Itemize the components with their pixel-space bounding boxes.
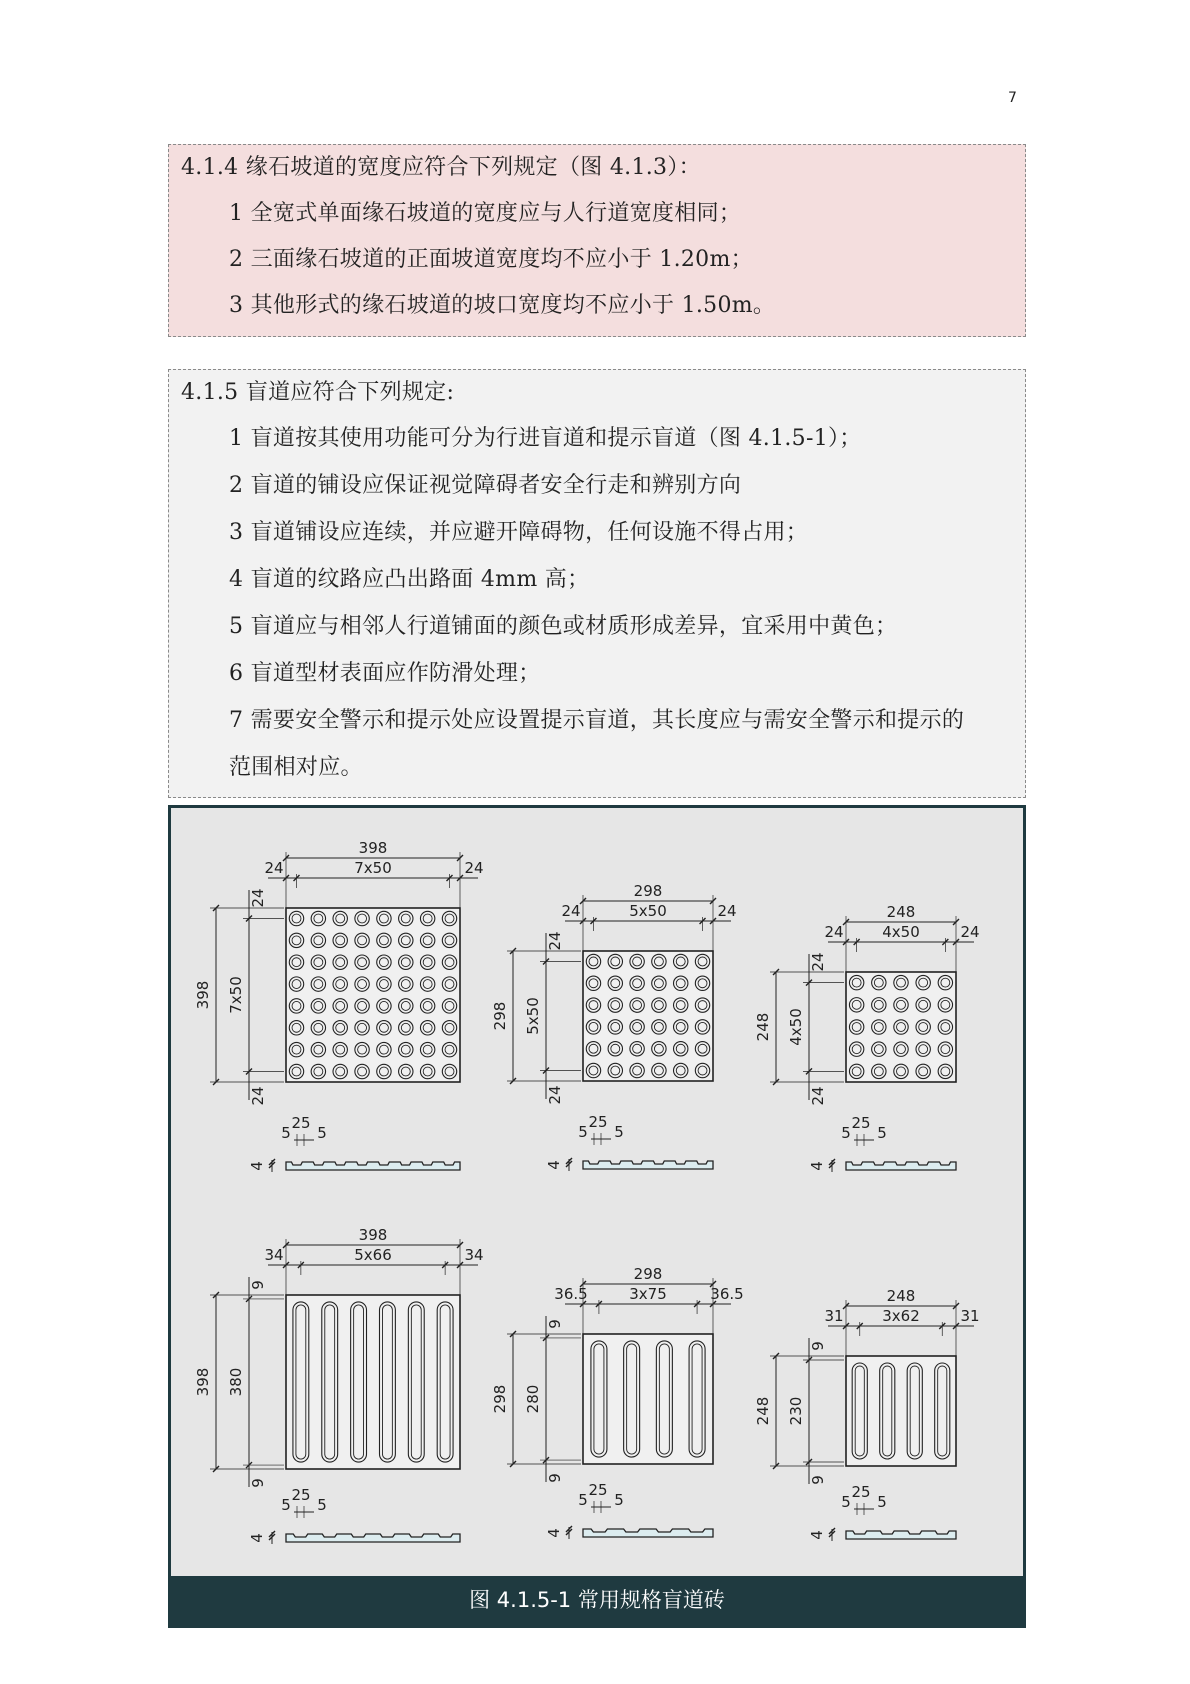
dimension-total-height: 298 (491, 1384, 509, 1414)
dimension-relief-height: 4 (248, 1533, 266, 1543)
clause-4-1-5 (168, 369, 1026, 798)
dimension-margin-top: 24 (249, 888, 267, 908)
clause-item: 4 盲道的纹路应凸出路面 4mm 高； (229, 567, 590, 592)
dimension-rib-width: 25 (291, 1114, 311, 1132)
dimension-gap-right: 5 (614, 1491, 624, 1509)
dimension-margin-left: 24 (824, 923, 844, 941)
dimension-gap-right: 5 (614, 1123, 624, 1141)
clause-heading: 4.1.4 缘石坡道的宽度应符合下列规定（图 4.1.3）： (181, 155, 701, 180)
dimension-inner-width: 5x66 (354, 1246, 392, 1264)
dimension-relief-height: 4 (808, 1530, 826, 1540)
dimension-margin-left: 24 (561, 902, 581, 920)
dimension-inner-width: 7x50 (354, 859, 392, 877)
dimension-gap-left: 5 (841, 1124, 851, 1142)
clause-4-1-4 (168, 144, 1026, 337)
dimension-total-width: 398 (358, 1226, 388, 1244)
dimension-gap-right: 5 (317, 1124, 327, 1142)
dimension-total-height: 398 (194, 980, 212, 1010)
dimension-total-width: 398 (358, 839, 388, 857)
dimension-total-width: 298 (633, 1265, 663, 1283)
clause-item: 2 盲道的铺设应保证视觉障碍者安全行走和辨别方向 (229, 473, 742, 498)
dimension-gap-left: 5 (281, 1124, 291, 1142)
page-number: 7 (1008, 90, 1017, 106)
tile-drawings (171, 808, 1023, 1580)
dimension-margin-right: 31 (960, 1307, 980, 1325)
tile-profile (286, 1534, 460, 1542)
dimension-rib-width: 25 (588, 1113, 608, 1131)
tile-profile (846, 1162, 956, 1170)
dimension-margin-left: 31 (824, 1307, 844, 1325)
dimension-margin-left: 34 (264, 1246, 284, 1264)
dimension-total-width: 298 (633, 882, 663, 900)
dimension-inner-height: 5x50 (524, 997, 542, 1035)
dimension-margin-bottom: 9 (249, 1478, 267, 1488)
tile-outline (286, 908, 460, 1082)
clause-item: 6 盲道型材表面应作防滑处理； (229, 661, 541, 686)
dimension-margin-top: 24 (546, 931, 564, 951)
dimension-gap-left: 5 (578, 1491, 588, 1509)
dimension-inner-height: 230 (787, 1396, 805, 1426)
dimension-margin-bottom: 24 (546, 1085, 564, 1105)
dimension-margin-bottom: 24 (249, 1086, 267, 1106)
tile-outline (846, 972, 956, 1082)
dimension-total-height: 248 (754, 1396, 772, 1426)
dimension-rib-width: 25 (291, 1486, 311, 1504)
tile-profile (583, 1161, 713, 1169)
dimension-margin-top: 9 (809, 1341, 827, 1351)
dimension-margin-bottom: 9 (546, 1473, 564, 1483)
dimension-relief-height: 4 (545, 1528, 563, 1538)
dimension-margin-right: 24 (464, 859, 484, 877)
dimension-gap-left: 5 (841, 1493, 851, 1511)
dimension-margin-left: 36.5 (554, 1285, 588, 1303)
dimension-rib-width: 25 (851, 1483, 871, 1501)
dimension-inner-width: 5x50 (629, 902, 667, 920)
dimension-margin-right: 36.5 (710, 1285, 744, 1303)
dimension-margin-right: 24 (717, 902, 737, 920)
tile-outline (583, 951, 713, 1081)
clause-heading: 4.1.5 盲道应符合下列规定: (181, 380, 455, 405)
dimension-inner-width: 4x50 (882, 923, 920, 941)
tile-outline (286, 1295, 460, 1469)
clause-item-continued: 范围相对应。 (229, 755, 363, 780)
dimension-relief-height: 4 (545, 1160, 563, 1170)
dimension-gap-right: 5 (317, 1496, 327, 1514)
dimension-inner-height: 7x50 (227, 976, 245, 1014)
dimension-total-height: 398 (194, 1367, 212, 1397)
clause-item: 3 其他形式的缘石坡道的坡口宽度均不应小于 1.50m。 (229, 293, 776, 318)
dimension-total-height: 248 (754, 1012, 772, 1042)
tile-profile (286, 1162, 460, 1170)
dimension-margin-top: 9 (249, 1280, 267, 1290)
dimension-total-width: 248 (886, 903, 916, 921)
clause-item: 1 盲道按其使用功能可分为行进盲道和提示盲道（图 4.1.5-1）； (229, 426, 862, 451)
dimension-gap-right: 5 (877, 1493, 887, 1511)
dimension-relief-height: 4 (808, 1161, 826, 1171)
dimension-total-width: 248 (886, 1287, 916, 1305)
dimension-inner-height: 4x50 (787, 1008, 805, 1046)
clause-item: 1 全宽式单面缘石坡道的宽度应与人行道宽度相同； (229, 201, 742, 226)
clause-item: 2 三面缘石坡道的正面坡道宽度均不应小于 1.20m； (229, 247, 753, 272)
dimension-rib-width: 25 (851, 1114, 871, 1132)
dimension-total-height: 298 (491, 1001, 509, 1031)
clause-item: 3 盲道铺设应连续，并应避开障碍物，任何设施不得占用； (229, 520, 809, 545)
tile-outline (846, 1356, 956, 1466)
dimension-margin-bottom: 24 (809, 1086, 827, 1106)
dimension-inner-height: 380 (227, 1367, 245, 1397)
dimension-gap-left: 5 (578, 1123, 588, 1141)
clause-item: 7 需要安全警示和提示处应设置提示盲道，其长度应与需安全警示和提示的 (229, 708, 965, 733)
clause-item: 5 盲道应与相邻人行道铺面的颜色或材质形成差异，宜采用中黄色； (229, 614, 898, 639)
tile-figure (168, 805, 1026, 1628)
dimension-margin-right: 34 (464, 1246, 484, 1264)
dimension-gap-left: 5 (281, 1496, 291, 1514)
tile-profile (583, 1529, 713, 1537)
tile-outline (583, 1334, 713, 1464)
dimension-gap-right: 5 (877, 1124, 887, 1142)
figure-caption: 图 4.1.5-1 常用规格盲道砖 (171, 1576, 1023, 1625)
dimension-margin-right: 24 (960, 923, 980, 941)
dimension-margin-top: 24 (809, 952, 827, 972)
dimension-rib-width: 25 (588, 1481, 608, 1499)
dimension-margin-bottom: 9 (809, 1475, 827, 1485)
dimension-inner-height: 280 (524, 1384, 542, 1414)
tile-profile (846, 1531, 956, 1539)
dimension-margin-left: 24 (264, 859, 284, 877)
dimension-inner-width: 3x75 (629, 1285, 667, 1303)
dimension-inner-width: 3x62 (882, 1307, 920, 1325)
dimension-relief-height: 4 (248, 1161, 266, 1171)
dimension-margin-top: 9 (546, 1319, 564, 1329)
